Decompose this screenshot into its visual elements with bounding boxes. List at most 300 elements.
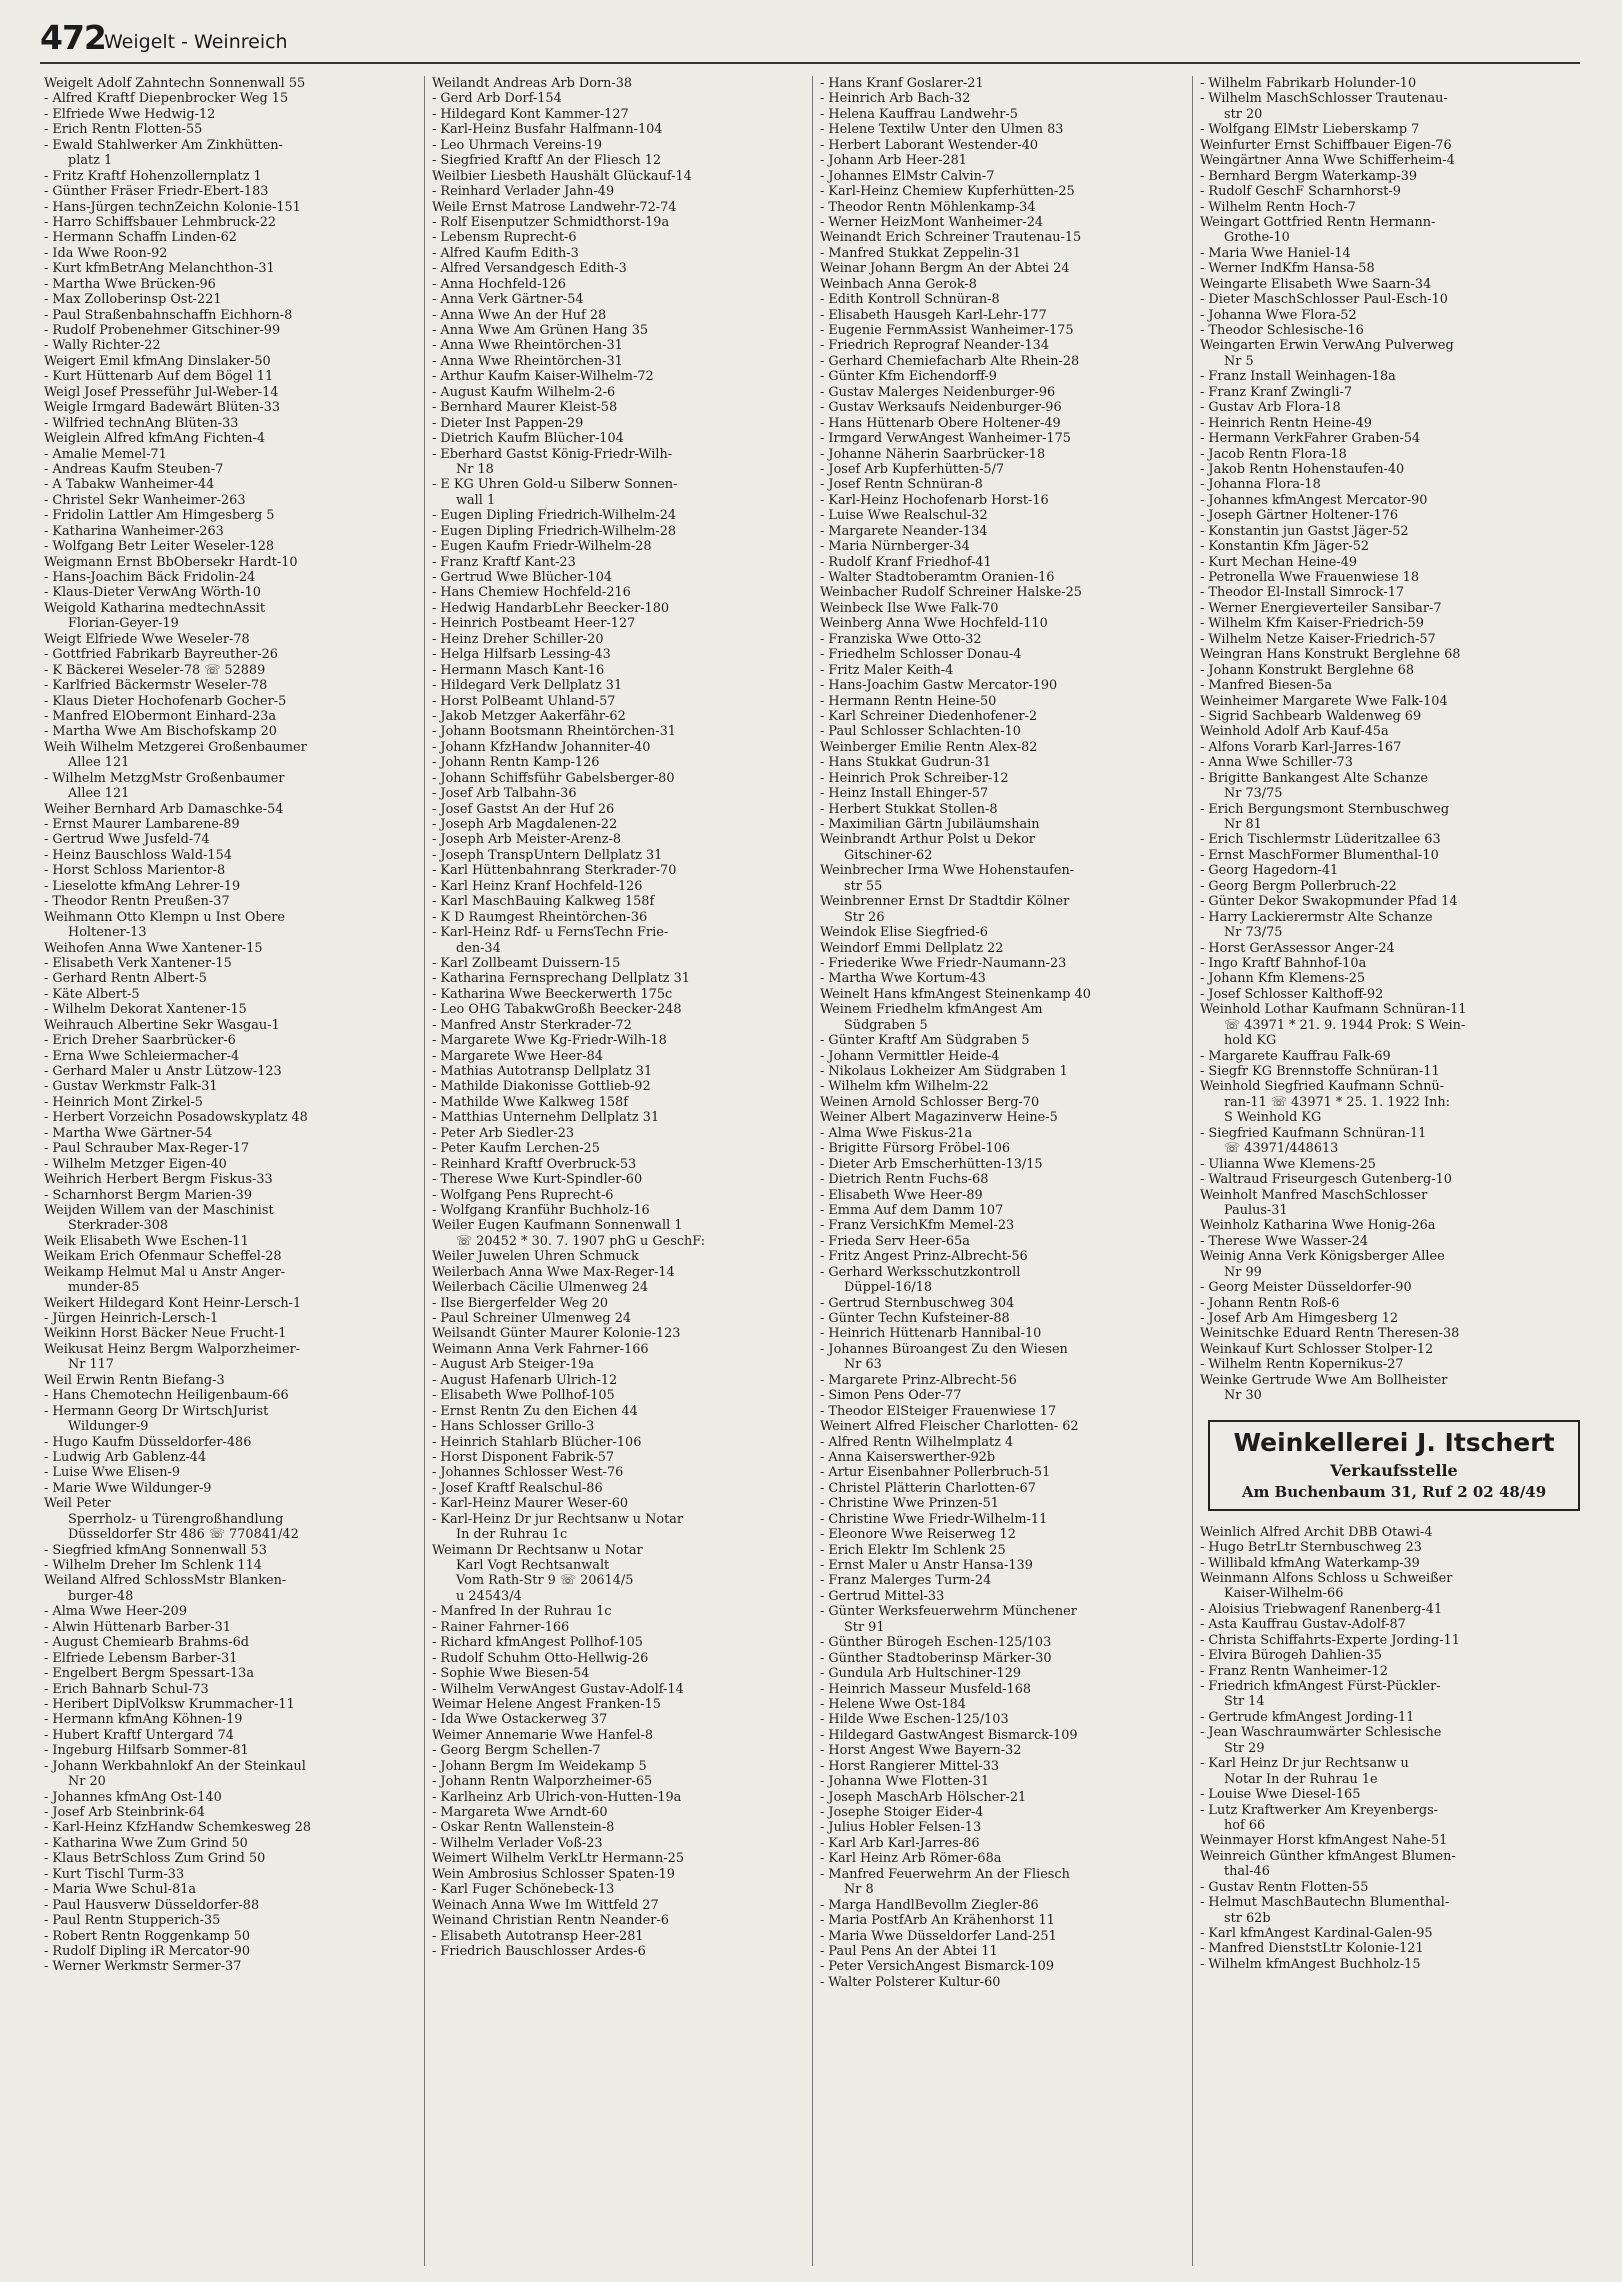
directory-entry: - Ewald Stahlwerker Am Zinkhütten-	[44, 137, 283, 153]
directory-entry: Düsseldorfer Str 486 ☏ 770841/42	[68, 1527, 299, 1543]
directory-entry: - Maria Wwe Haniel-14	[1200, 245, 1351, 261]
directory-entry: - Kurt Mechan Heine-49	[1200, 554, 1358, 570]
directory-entry: - Wilhelm Kfm Kaiser-Friedrich-59	[1200, 616, 1424, 632]
directory-entry: - Johannes kfmAngest Mercator-90	[1200, 492, 1428, 508]
directory-entry: - Martha Wwe Kortum-43	[820, 971, 986, 987]
directory-entry: - Johannes kfmAng Ost-140	[44, 1789, 222, 1805]
directory-entry: - Gustav Werkmstr Falk-31	[44, 1079, 218, 1095]
directory-entry: - Gerhard Werksschutzkontroll	[820, 1264, 1021, 1280]
directory-entry: - Johann Konstrukt Berglehne 68	[1200, 662, 1414, 678]
directory-entry: - Elisabeth Wwe Heer-89	[820, 1187, 983, 1203]
page-number: 472	[40, 18, 106, 57]
directory-entry: - Waltraud Friseurgesch Gutenberg-10	[1200, 1172, 1452, 1188]
directory-entry: - Wilhelm Netze Kaiser-Friedrich-57	[1200, 631, 1436, 647]
directory-entry: - Günter Techn Kufsteiner-88	[820, 1311, 1010, 1326]
directory-entry: Weinbach Anna Gerok-8	[820, 276, 977, 292]
directory-entry: - Karl MaschBauing Kalkweg 158f	[432, 894, 655, 910]
directory-entry: - Heinz Bauschloss Wald-154	[44, 847, 232, 863]
directory-entry: Weiher Bernhard Arb Damaschke-54	[44, 801, 284, 817]
directory-entry: - Karl Schreiner Diedenhofener-2	[820, 708, 1038, 724]
directory-entry: - Paul Hausverw Düsseldorfer-88	[44, 1897, 260, 1913]
directory-entry: - Christa Schiffahrts-Experte Jording-11	[1200, 1632, 1460, 1648]
directory-entry: - Hermann kfmAng Köhnen-19	[44, 1712, 243, 1728]
directory-entry: - Robert Rentn Roggenkamp 50	[44, 1928, 251, 1944]
directory-entry: Weilerbach Anna Wwe Max-Reger-14	[432, 1264, 675, 1280]
directory-entry: - Johanna Wwe Flotten-31	[820, 1774, 990, 1790]
directory-entry: - Horst Disponent Fabrik-57	[432, 1449, 615, 1465]
directory-entry: - Dieter Inst Pappen-29	[432, 415, 584, 431]
directory-entry: - Harro Schiffsbauer Lehmbruck-22	[44, 214, 277, 230]
directory-entry: - Christine Wwe Friedr-Wilhelm-11	[820, 1511, 1048, 1527]
directory-entry: - Gundula Arb Hultschiner-129	[820, 1666, 1022, 1682]
directory-entry: - Scharnhorst Bergm Marien-39	[44, 1187, 253, 1203]
directory-column-3	[820, 76, 1204, 2271]
directory-entry: - Horst Rangierer Mittel-33	[820, 1758, 1000, 1774]
directory-entry: - Erich Dreher Saarbrücker-6	[44, 1033, 236, 1049]
directory-entry: - Joseph MaschArb Hölscher-21	[820, 1789, 1027, 1805]
directory-entry: - Wolfgang ElMstr Lieberskamp 7	[1200, 122, 1420, 138]
directory-entry: - Theodor El-Install Simrock-17	[1200, 585, 1405, 601]
directory-entry: Weilandt Andreas Arb Dorn-38	[432, 76, 633, 91]
directory-entry: - Erich Bergungsmont Sternbuschweg	[1200, 801, 1450, 817]
directory-entry: - Gerhard Maler u Anstr Lützow-123	[44, 1064, 282, 1079]
directory-entry: - Katharina Wwe Beeckerwerth 175c	[432, 986, 673, 1002]
directory-entry: - Hedwig HandarbLehr Beecker-180	[432, 600, 670, 616]
directory-entry: - Kurt Tischl Turm-33	[44, 1866, 185, 1882]
directory-entry: - Hildegard Kont Kammer-127	[432, 106, 629, 122]
directory-entry: - K D Raumgest Rheintörchen-36	[432, 909, 648, 925]
directory-entry: - Wilhelm VerwAngest Gustav-Adolf-14	[432, 1681, 684, 1697]
directory-entry: Weimar Helene Angest Franken-15	[432, 1696, 661, 1712]
directory-entry: - Paul Schlosser Schlachten-10	[820, 724, 1021, 740]
directory-entry: Holtener-13	[68, 925, 147, 941]
directory-entry: - Oskar Rentn Wallenstein-8	[432, 1820, 615, 1836]
directory-entry: - Elfriede Lebensm Barber-31	[44, 1650, 238, 1666]
directory-entry: ☏ 43971 * 21. 9. 1944 Prok: S Wein-	[1224, 1017, 1466, 1033]
directory-entry: - Erich Rentn Flotten-55	[44, 122, 203, 138]
directory-entry: - Elvira Bürogeh Dahlien-35	[1200, 1648, 1382, 1664]
directory-entry: - Margarete Kauffrau Falk-69	[1200, 1048, 1391, 1064]
directory-entry: - Siegfried kfmAng Sonnenwall 53	[44, 1542, 267, 1558]
directory-entry: - Sophie Wwe Biesen-54	[432, 1666, 590, 1682]
directory-entry: Weinbeck Ilse Wwe Falk-70	[820, 600, 999, 616]
directory-entry: Nr 81	[1224, 817, 1262, 832]
directory-entry: - K Bäckerei Weseler-78 ☏ 52889	[44, 662, 266, 678]
advert-name: Weinkellerei J. Itschert	[1233, 1427, 1555, 1457]
header-rule	[40, 62, 1580, 64]
directory-entry: - Wolfgang Pens Ruprecht-6	[432, 1187, 614, 1203]
directory-entry: - Maria Wwe Düsseldorfer Land-251	[820, 1928, 1057, 1944]
directory-entry: - Gerhard Chemiefacharb Alte Rhein-28	[820, 353, 1080, 369]
directory-entry: - Friedrich Reprograf Neander-134	[820, 338, 1050, 354]
directory-entry: - Franz VersichKfm Memel-23	[820, 1218, 1015, 1234]
directory-entry: ran-11 ☏ 43971 * 25. 1. 1922 Inh:	[1224, 1094, 1450, 1110]
directory-entry: - Manfred Anstr Sterkrader-72	[432, 1017, 632, 1033]
directory-entry: - Karlheinz Arb Ulrich-von-Hutten-19a	[432, 1789, 682, 1805]
directory-entry: - Anna Wwe Am Grünen Hang 35	[432, 323, 649, 338]
directory-entry: - Johann Rentn Kamp-126	[432, 755, 600, 771]
directory-entry: Weigle Irmgard Badewärt Blüten-33	[44, 400, 281, 416]
directory-entry: - Willibald kfmAng Waterkamp-39	[1200, 1555, 1420, 1571]
directory-entry: - Karl Arb Karl-Jarres-86	[820, 1835, 980, 1851]
directory-entry: - Amalie Memel-71	[44, 446, 167, 462]
directory-column-4	[1200, 76, 1584, 2271]
directory-entry: - Johanna Wwe Flora-52	[1200, 307, 1357, 323]
directory-entry: - Kurt Hüttenarb Auf dem Bögel 11	[44, 369, 274, 385]
directory-entry: Weingart Gottfried Rentn Hermann-	[1200, 214, 1436, 230]
directory-entry: hof 66	[1224, 1817, 1266, 1833]
directory-entry: Südgraben 5	[844, 1017, 928, 1033]
directory-entry: - Karl-Heinz Maurer Weser-60	[432, 1496, 629, 1512]
directory-entry: - Sigrid Sachbearb Waldenweg 69	[1200, 708, 1422, 724]
directory-entry: - Gertrud Mittel-33	[820, 1588, 945, 1604]
directory-entry: Weilbier Liesbeth Haushält Glückauf-14	[432, 168, 692, 184]
directory-entry: - Wally Richter-22	[44, 338, 161, 354]
directory-entry: - Johann Kfm Klemens-25	[1200, 971, 1366, 987]
directory-entry: - Erich Bahnarb Schul-73	[44, 1681, 209, 1697]
directory-entry: - Walter Stadtoberamtm Oranien-16	[820, 570, 1055, 585]
directory-entry: Weikam Erich Ofenmaur Scheffel-28	[44, 1249, 282, 1265]
directory-entry: - Josef Kraftf Realschul-86	[432, 1480, 603, 1496]
directory-entry: - Dieter Arb Emscherhütten-13/15	[820, 1156, 1043, 1172]
directory-entry: - Karl-Heinz Busfahr Halfmann-104	[432, 122, 663, 138]
directory-entry: - Heinrich Stahlarb Blücher-106	[432, 1434, 642, 1450]
directory-entry: u 24543/4	[456, 1588, 522, 1604]
directory-entry: - Matthias Unternehm Dellplatz 31	[432, 1110, 660, 1126]
directory-entry: - A Tabakw Wanheimer-44	[44, 477, 215, 493]
directory-entry: - Therese Wwe Wasser-24	[1200, 1233, 1369, 1249]
directory-entry: Weinhold Lothar Kaufmann Schnüran-11	[1200, 1002, 1467, 1018]
directory-entry: - Josef Rentn Schnüran-8	[820, 477, 983, 493]
directory-entry: - Hildegard Verk Dellplatz 31	[432, 678, 623, 694]
directory-entry: - Günter Kfm Eichendorff-9	[820, 369, 997, 385]
directory-entry: - Heinrich Postbeamt Heer-127	[432, 616, 636, 632]
directory-entry: - Helene Textilw Unter den Ulmen 83	[820, 122, 1064, 138]
directory-entry: - Erna Wwe Schleiermacher-4	[44, 1048, 240, 1064]
directory-entry: - Christine Wwe Prinzen-51	[820, 1496, 999, 1512]
directory-entry: Sperrholz- u Türengroßhandlung	[68, 1511, 284, 1527]
directory-entry: - Frieda Serv Heer-65a	[820, 1233, 970, 1249]
directory-entry: - Franziska Wwe Otto-32	[820, 631, 982, 647]
directory-entry: - Rudolf Dipling iR Mercator-90	[44, 1943, 251, 1959]
directory-entry: Nr 30	[1224, 1388, 1262, 1404]
directory-entry: hold KG	[1224, 1033, 1277, 1049]
directory-entry: str 20	[1224, 106, 1263, 122]
directory-entry: - Martha Wwe Brücken-96	[44, 276, 216, 292]
directory-entry: - Hans Schlosser Grillo-3	[432, 1419, 595, 1435]
directory-entry: - Karl Fuger Schönebeck-13	[432, 1882, 615, 1898]
directory-entry: - Wolfgang Kranführ Buchholz-16	[432, 1202, 650, 1218]
directory-entry: Nr 18	[456, 461, 494, 477]
directory-entry: - Reinhard Verlader Jahn-49	[432, 184, 615, 200]
directory-entry: - Fridolin Lattler Am Himgesberg 5	[44, 508, 275, 524]
directory-entry: - Katharina Wanheimer-263	[44, 523, 224, 539]
directory-entry: - Georg Meister Düsseldorfer-90	[1200, 1280, 1412, 1296]
directory-entry: - Erich Tischlermstr Lüderitzallee 63	[1200, 832, 1441, 848]
directory-entry: - Margarete Wwe Heer-84	[432, 1048, 603, 1064]
directory-entry: - Günter Dekor Swakopmunder Pfad 14	[1200, 894, 1458, 910]
directory-entry: Weikinn Horst Bäcker Neue Frucht-1	[44, 1326, 287, 1342]
directory-entry: - Josef Arb Am Himgesberg 12	[1200, 1311, 1399, 1326]
directory-entry: Weihmann Otto Klempn u Inst Obere	[44, 909, 285, 925]
directory-entry: - Paul Pens An der Abtei 11	[820, 1943, 998, 1959]
directory-entry: ☏ 20452 * 30. 7. 1907 phG u GeschF:	[456, 1233, 706, 1249]
directory-entry: Weihrauch Albertine Sekr Wasgau-1	[44, 1017, 280, 1033]
directory-entry: - Fritz Angest Prinz-Albrecht-56	[820, 1249, 1028, 1265]
directory-entry: - Johann Vermittler Heide-4	[820, 1048, 1000, 1064]
directory-entry: Weinelt Hans kfmAngest Steinenkamp 40	[820, 986, 1091, 1002]
directory-entry: - Bernhard Maurer Kleist-58	[432, 400, 618, 416]
directory-entry: - Marga HandlBevollm Ziegler-86	[820, 1897, 1039, 1913]
directory-entry: - Herbert Laborant Westender-40	[820, 137, 1039, 153]
directory-entry: - Maria PostfArb An Krähenhorst 11	[820, 1913, 1055, 1929]
directory-entry: - Wilhelm MaschSchlosser Trautenau-	[1200, 91, 1448, 107]
directory-entry: Weikusat Heinz Bergm Walporzheimer-	[44, 1341, 301, 1357]
directory-entry: Notar In der Ruhrau 1e	[1224, 1771, 1378, 1787]
directory-entry: Nr 73/75	[1224, 925, 1283, 941]
directory-entry: - Josef Schlosser Kalthoff-92	[1200, 986, 1384, 1002]
directory-entry: - Jacob Rentn Flora-18	[1200, 446, 1347, 462]
directory-entry: - Käte Albert-5	[44, 986, 140, 1002]
directory-entry: - Johannes Schlosser West-76	[432, 1465, 624, 1481]
directory-entry: - Gertrude kfmAngest Jording-11	[1200, 1709, 1415, 1725]
directory-entry: Weinbrandt Arthur Polst u Dekor	[820, 832, 1035, 848]
directory-entry: - Karlfried Bäckermstr Weseler-78	[44, 678, 268, 694]
directory-entry: - Joseph Arb Meister-Arenz-8	[432, 832, 622, 848]
directory-entry: - Asta Kauffrau Gustav-Adolf-87	[1200, 1617, 1406, 1633]
directory-entry: - Maria Nürnberger-34	[820, 539, 970, 555]
directory-entry: Weigert Emil kfmAng Dinslaker-50	[44, 353, 271, 369]
directory-entry: - Harry Lackierermstr Alte Schanze	[1200, 909, 1433, 925]
directory-entry: - Nikolaus Lokheizer Am Südgraben 1	[820, 1064, 1068, 1079]
directory-entry: Grothe-10	[1224, 230, 1290, 246]
directory-entry: - Hermann Georg Dr WirtschJurist	[44, 1403, 269, 1419]
directory-entry: - Hermann VerkFahrer Graben-54	[1200, 431, 1421, 447]
directory-entry: - Klaus Dieter Hochofenarb Gocher-5	[44, 693, 287, 709]
directory-entry: - Hans Stukkat Gudrun-31	[820, 755, 992, 771]
directory-entry: - Theodor Schlesische-16	[1200, 323, 1364, 338]
directory-entry: - Alfred Kaufm Edith-3	[432, 245, 579, 261]
directory-entry: - Margarete Prinz-Albrecht-56	[820, 1372, 1017, 1388]
directory-entry: - Wilfried technAng Blüten-33	[44, 415, 239, 431]
directory-entry: Weilerbach Cäcilie Ulmenweg 24	[432, 1280, 649, 1296]
directory-entry: Weinholz Katharina Wwe Honig-26a	[1200, 1218, 1436, 1234]
directory-entry: - Leo OHG TabakwGroßh Beecker-248	[432, 1002, 682, 1018]
directory-entry: - Hermann Masch Kant-16	[432, 662, 605, 678]
directory-entry: - Peter Arb Siedler-23	[432, 1125, 575, 1141]
directory-entry: - Gustav Rentn Flotten-55	[1200, 1879, 1369, 1895]
page-header	[40, 18, 1580, 60]
directory-entry: - Manfred Stukkat Zeppelin-31	[820, 245, 1021, 261]
directory-entry: - Christel Plätterin Charlotten-67	[820, 1480, 1036, 1496]
directory-entry: - Emma Auf dem Damm 107	[820, 1202, 1004, 1218]
directory-entry: - Eberhard Gastst König-Friedr-Wilh-	[432, 446, 673, 462]
directory-entry: - Eugenie FernmAssist Wanheimer-175	[820, 323, 1074, 338]
directory-entry: thal-46	[1224, 1864, 1270, 1880]
directory-entry: - Alma Wwe Fiskus-21a	[820, 1125, 973, 1141]
directory-entry: - Hans Chemotechn Heiligenbaum-66	[44, 1388, 289, 1404]
directory-entry: - Aloisius Triebwagenf Ranenberg-41	[1200, 1601, 1443, 1617]
directory-entry: Düppel-16/18	[844, 1280, 933, 1296]
directory-entry: - Johannes ElMstr Calvin-7	[820, 168, 995, 184]
directory-entry: - Johann Arb Heer-281	[820, 153, 967, 169]
directory-entry: - Karl Hüttenbahnrang Sterkrader-70	[432, 863, 677, 879]
directory-entry: - Josephe Stoiger Eider-4	[820, 1805, 984, 1820]
directory-entry: - Johannes Büroangest Zu den Wiesen	[820, 1341, 1068, 1357]
directory-entry: - Johann Rentn Walporzheimer-65	[432, 1774, 653, 1790]
directory-entry: Karl Vogt Rechtsanwalt	[456, 1558, 610, 1573]
directory-entry: - Simon Pens Oder-77	[820, 1388, 962, 1404]
directory-entry: Weile Ernst Matrose Landwehr-72-74	[432, 199, 677, 215]
directory-entry: - Anna Verk Gärtner-54	[432, 292, 584, 308]
directory-entry: Weinberger Emilie Rentn Alex-82	[820, 739, 1038, 755]
directory-entry: - Wilhelm kfmAngest Buchholz-15	[1200, 1956, 1421, 1972]
directory-entry: - Andreas Kaufm Steuben-7	[44, 461, 224, 477]
directory-entry: - Paul Rentn Stupperich-35	[44, 1913, 221, 1929]
directory-entry: - Luise Wwe Realschul-32	[820, 508, 988, 524]
directory-entry: - Joseph Gärtner Holtener-176	[1200, 508, 1399, 524]
directory-entry: - Georg Bergm Pollerbruch-22	[1200, 878, 1397, 894]
directory-entry: - Alfons Vorarb Karl-Jarres-167	[1200, 739, 1402, 755]
directory-entry: Weinmann Alfons Schloss u Schweißer	[1200, 1570, 1453, 1586]
directory-entry: Weik Elisabeth Wwe Eschen-11	[44, 1233, 249, 1249]
directory-entry: - Karl Heinz Arb Römer-68a	[820, 1851, 1002, 1867]
directory-entry: - Gerd Arb Dorf-154	[432, 91, 562, 107]
directory-entry: - Eugen Dipling Friedrich-Wilhelm-28	[432, 523, 677, 539]
directory-entry: - Eugen Kaufm Friedr-Wilhelm-28	[432, 539, 652, 555]
directory-entry: - Ernst Maler u Anstr Hansa-139	[820, 1558, 1033, 1573]
directory-entry: - Ingo Kraftf Bahnhof-10a	[1200, 955, 1367, 971]
directory-entry: Sterkrader-308	[68, 1218, 169, 1234]
directory-entry: - Fritz Maler Keith-4	[820, 662, 954, 678]
directory-entry: - Ulianna Wwe Klemens-25	[1200, 1156, 1376, 1172]
directory-entry: Florian-Geyer-19	[68, 616, 179, 632]
directory-entry: - Paul Schrauber Max-Reger-17	[44, 1141, 250, 1157]
directory-entry: Weihofen Anna Wwe Xantener-15	[44, 940, 263, 956]
directory-entry: Kaiser-Wilhelm-66	[1224, 1586, 1344, 1602]
directory-entry: - Elfriede Wwe Hedwig-12	[44, 106, 216, 122]
directory-entry: - Günter Kraftf Am Südgraben 5	[820, 1033, 1030, 1049]
directory-entry: - Lieselotte kfmAng Lehrer-19	[44, 878, 241, 894]
directory-entry: - Günter Werksfeuerwehrm Münchener	[820, 1604, 1077, 1620]
directory-entry: - Ingeburg Hilfsarb Sommer-81	[44, 1743, 249, 1759]
directory-entry: - Dieter MaschSchlosser Paul-Esch-10	[1200, 292, 1448, 308]
directory-entry: - Theodor ElSteiger Frauenwiese 17	[820, 1403, 1057, 1419]
directory-entry: - Bernhard Bergm Waterkamp-39	[1200, 168, 1418, 184]
directory-entry: - Hans Kranf Goslarer-21	[820, 76, 984, 91]
directory-entry: - Helene Wwe Ost-184	[820, 1696, 966, 1712]
directory-entry: - Johann Werkbahnlokf An der Steinkaul	[44, 1758, 306, 1774]
directory-entry: - Heinrich Arb Bach-32	[820, 91, 971, 107]
directory-entry: - Ernst Rentn Zu den Eichen 44	[432, 1403, 638, 1419]
directory-entry: - Werner IndKfm Hansa-58	[1200, 261, 1375, 277]
directory-entry: Weinitschke Eduard Rentn Theresen-38	[1200, 1326, 1460, 1342]
directory-entry: Weil Erwin Rentn Biefang-3	[44, 1372, 225, 1388]
directory-entry: - Manfred In der Ruhrau 1c	[432, 1604, 612, 1620]
directory-entry: - Heinrich Mont Zirkel-5	[44, 1094, 203, 1110]
directory-entry: - Gustav Malerges Neidenburger-96	[820, 384, 1056, 400]
directory-entry: - Anna Wwe Rheintörchen-31	[432, 353, 623, 369]
directory-entry: - Gerhard Rentn Albert-5	[44, 971, 207, 987]
directory-entry: - E KG Uhren Gold-u Silberw Sonnen-	[432, 477, 678, 493]
directory-entry: - Elisabeth Verk Xantener-15	[44, 955, 232, 971]
directory-entry: - Franz Kranf Zwingli-7	[1200, 384, 1352, 400]
directory-entry: - Ernst MaschFormer Blumenthal-10	[1200, 847, 1439, 863]
directory-entry: - Luise Wwe Elisen-9	[44, 1465, 181, 1481]
page-range: Weigelt - Weinreich	[104, 31, 288, 53]
directory-entry: - Julius Hobler Felsen-13	[820, 1820, 982, 1836]
directory-entry: Weinholt Manfred MaschSchlosser	[1200, 1187, 1428, 1203]
directory-entry: - Anna Wwe Schiller-73	[1200, 755, 1353, 771]
directory-entry: Wein Ambrosius Schlosser Spaten-19	[432, 1866, 675, 1882]
directory-entry: - Therese Wwe Kurt-Spindler-60	[432, 1172, 643, 1188]
directory-entry: - Alfred Rentn Wilhelmplatz 4	[820, 1434, 1014, 1450]
directory-entry: - Franz Kraftf Kant-23	[432, 554, 576, 570]
directory-entry: - Mathias Autotransp Dellplatz 31	[432, 1064, 653, 1079]
directory-entry: - Horst PolBeamt Uhland-57	[432, 693, 616, 709]
directory-entry: Weih Wilhelm Metzgerei Großenbaumer	[44, 739, 307, 755]
directory-entry: Weingarte Elisabeth Wwe Saarn-34	[1200, 276, 1432, 292]
directory-entry: - August Hafenarb Ulrich-12	[432, 1372, 618, 1388]
directory-entry: Weinhold Siegfried Kaufmann Schnü-	[1200, 1079, 1445, 1095]
directory-entry: - Klaus-Dieter VerwAng Wörth-10	[44, 585, 261, 601]
directory-entry: - Karl kfmAngest Kardinal-Galen-95	[1200, 1926, 1433, 1941]
directory-entry: - Anna Wwe An der Huf 28	[432, 307, 607, 323]
directory-entry: Weinem Friedhelm kfmAngest Am	[820, 1002, 1043, 1018]
directory-entry: Weiglein Alfred kfmAng Fichten-4	[44, 431, 266, 447]
directory-entry: Weinkauf Kurt Schlosser Stolper-12	[1200, 1341, 1434, 1357]
directory-entry: Str 26	[844, 909, 885, 925]
directory-entry: Nr 117	[68, 1357, 114, 1373]
directory-entry: - Brigitte Fürsorg Fröbel-106	[820, 1141, 1011, 1157]
directory-entry: - Dietrich Rentn Fuchs-68	[820, 1172, 989, 1188]
directory-entry: - Wilhelm Fabrikarb Holunder-10	[1200, 76, 1417, 91]
directory-entry: - Karl Heinz Kranf Hochfeld-126	[432, 878, 643, 894]
directory-entry: Str 91	[844, 1619, 885, 1635]
directory-entry: - Wilhelm Rentn Kopernikus-27	[1200, 1357, 1404, 1373]
directory-entry: ☏ 43971/448613	[1224, 1141, 1339, 1157]
directory-entry: Nr 5	[1224, 353, 1254, 369]
directory-entry: - Engelbert Bergm Spessart-13a	[44, 1666, 254, 1682]
directory-entry: - Georg Bergm Schellen-7	[432, 1743, 601, 1759]
directory-entry: - Theodor Rentn Möhlenkamp-34	[820, 199, 1036, 215]
directory-column-2	[432, 76, 816, 2271]
directory-entry: - Heinrich Hüttenarb Hannibal-10	[820, 1326, 1042, 1342]
directory-entry: - Alfred Kraftf Diepenbrocker Weg 15	[44, 91, 289, 107]
directory-entry: Weinreich Günther kfmAngest Blumen-	[1200, 1848, 1456, 1864]
directory-entry: Weikert Hildegard Kont Heinr-Lersch-1	[44, 1295, 302, 1311]
directory-entry: Weinbrenner Ernst Dr Stadtdir Kölner	[820, 894, 1070, 910]
directory-entry: - Anna Kaiserswerther-92b	[820, 1449, 996, 1465]
directory-entry: - Edith Kontroll Schnüran-8	[820, 292, 1000, 308]
directory-entry: Weingarten Erwin VerwAng Pulverweg	[1200, 338, 1454, 354]
directory-entry: - Gustav Werksaufs Neidenburger-96	[820, 400, 1062, 416]
directory-entry: Gitschiner-62	[844, 847, 933, 863]
directory-entry: - Karl-Heinz Dr jur Rechtsanw u Notar	[432, 1511, 684, 1527]
directory-entry: - Martha Wwe Am Bischofskamp 20	[44, 724, 277, 740]
directory-entry: - Georg Hagedorn-41	[1200, 863, 1339, 879]
directory-entry: - Gertrud Wwe Jusfeld-74	[44, 832, 210, 848]
directory-entry: - Wilhelm MetzgMstr Großenbaumer	[44, 770, 285, 786]
directory-entry: - Hans Chemiew Hochfeld-216	[432, 585, 631, 601]
directory-entry: - Leo Uhrmach Vereins-19	[432, 137, 603, 153]
directory-entry: Vom Rath-Str 9 ☏ 20614/5	[456, 1573, 634, 1589]
directory-entry: - Richard kfmAngest Pollhof-105	[432, 1635, 643, 1651]
directory-entry: - Mathilde Wwe Kalkweg 158f	[432, 1094, 628, 1110]
directory-entry: - Karl-Heinz Chemiew Kupferhütten-25	[820, 184, 1075, 200]
directory-entry: Weihrich Herbert Bergm Fiskus-33	[44, 1172, 273, 1188]
directory-entry: - Werner HeizMont Wanheimer-24	[820, 214, 1044, 230]
